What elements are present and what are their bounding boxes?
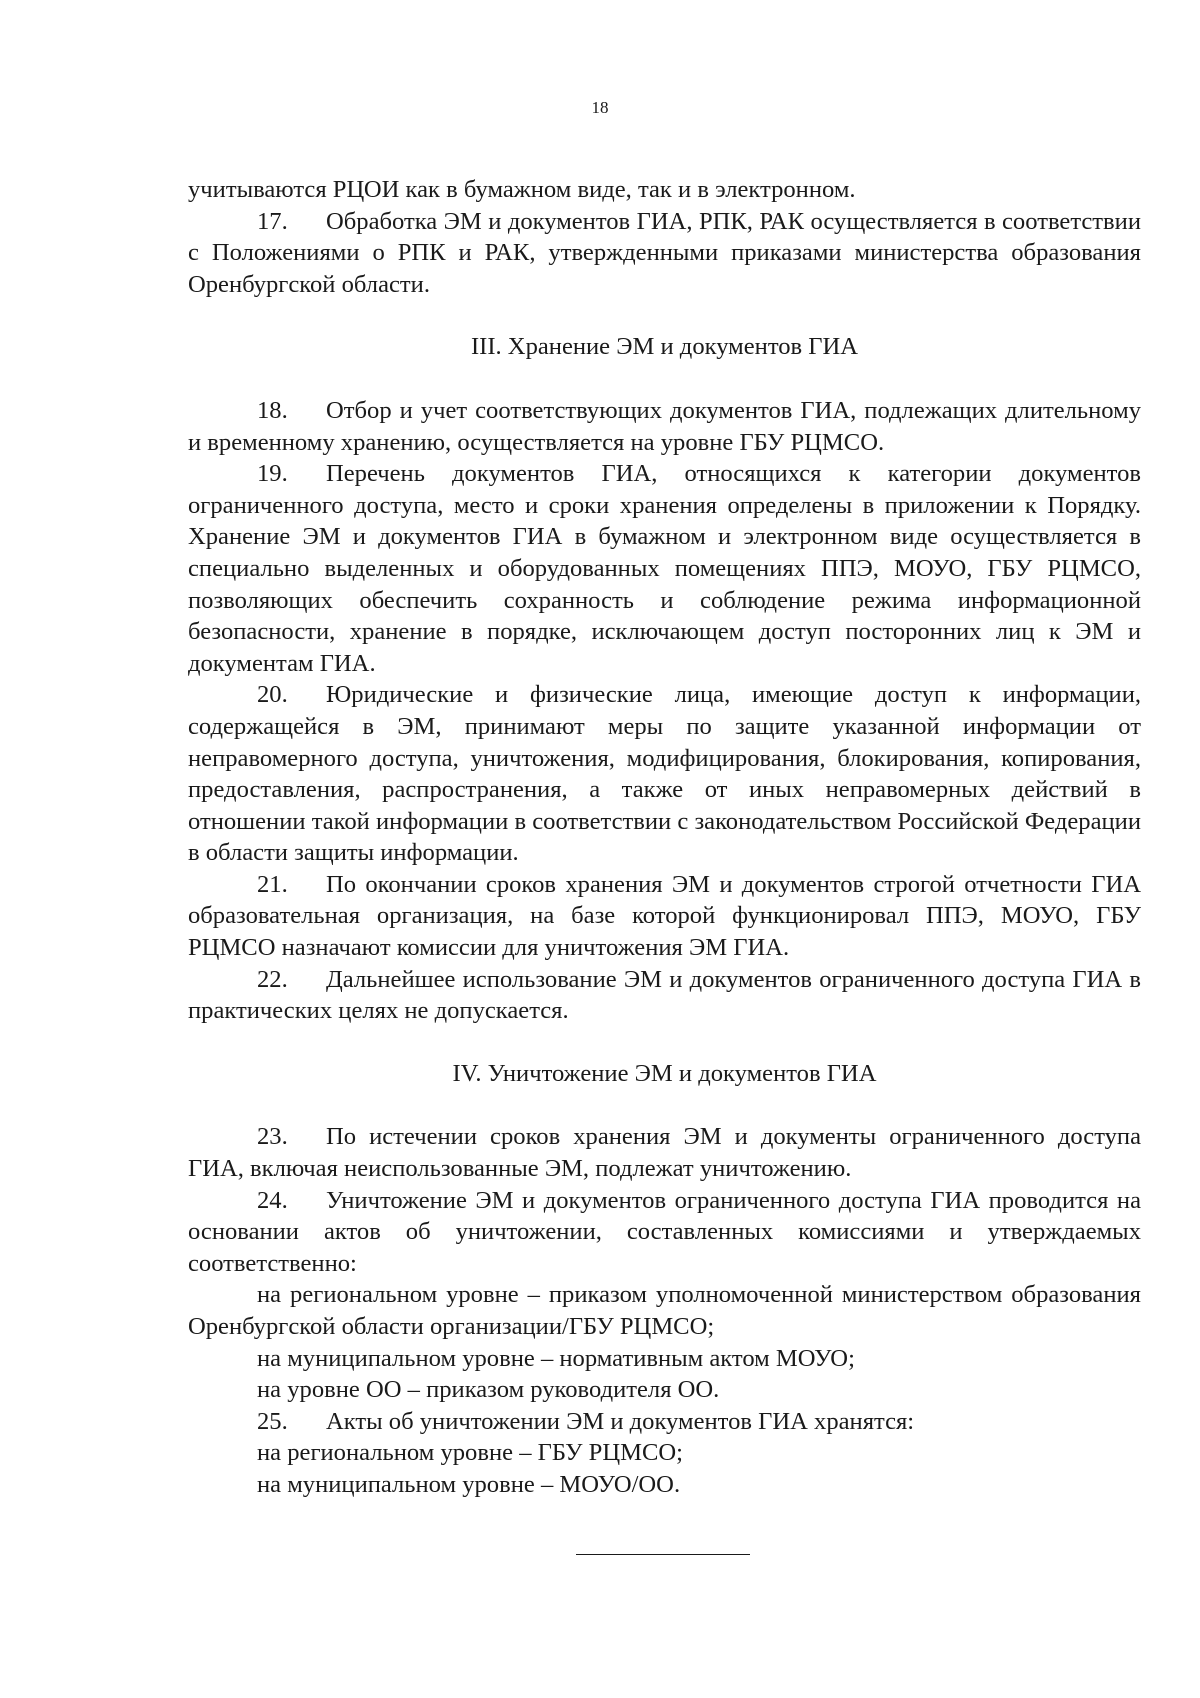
section-heading-iii: III. Хранение ЭМ и документов ГИА (470, 333, 859, 361)
paragraph-text: Перечень документов ГИА, относящихся к категории документов ограниченного доступа, место и сроки хранения определены в приложении к Порядку. Хранение ЭМ и документов ГИА в бумажном и электронном виде осуществляется в специально выделенных и оборудованных помещениях ППЭ, МОУО, ГБУ РЦМСО, позволяющих обеспечить сохранность и соблюдение режима информационной безопасности, хранение в порядке, исключающем доступ посторонних лиц к ЭМ и документам ГИА. (188, 460, 1141, 677)
paragraph-21 (188, 869, 1141, 964)
paragraph-18 (188, 395, 1141, 458)
paragraph-24-regional: на региональном уровне – приказом уполномоченной министерством образования Оренбургской области организации/ГБУ РЦМСО; (188, 1281, 1141, 1340)
paragraph-text: Уничтожение ЭМ и документов ограниченного доступа ГИА проводится на основании актов об уничтожении, составленных комиссиями и утверждаемых соответственно: (188, 1186, 1141, 1277)
paragraph-24-municipal: на муниципальном уровне – нормативным актом МОУО; (257, 1344, 855, 1372)
paragraph-number: 18. (257, 396, 288, 424)
paragraph-number: 23. (257, 1123, 288, 1151)
paragraph-text: По окончании сроков хранения ЭМ и документов строгой отчетности ГИА образовательная организация, на базе которой функционировал ППЭ, МОУО, ГБУ РЦМСО назначают комиссии для уничтожения ЭМ ГИА. (188, 870, 1141, 962)
paragraph-number: 22. (257, 965, 288, 993)
paragraph-text: По истечении сроков хранения ЭМ и документы ограниченного доступа ГИА, включая неиспользованные ЭМ, подлежат уничтожению. (188, 1123, 1141, 1183)
paragraph-20 (188, 679, 1141, 869)
paragraph-continuation: учитываются РЦОИ как в бумажном виде, так и в электронном. (188, 176, 856, 203)
paragraph-24-school: на уровне ОО – приказом руководителя ОО. (257, 1376, 720, 1404)
paragraph-25-municipal: на муниципальном уровне – МОУО/ОО. (257, 1470, 681, 1498)
paragraph-text: Юридические и физические лица, имеющие доступ к информации, содержащейся в ЭМ, принимают меры по защите указанной информации от неправомерного доступа, уничтожения, модифицирования, блокирования, копирования, предоставления, распространения, а также от иных неправомерных действий в отношении такой информации в соответствии с законодательством Российской Федерации в области защиты информации. (188, 681, 1141, 867)
end-of-document-rule (576, 1554, 750, 1555)
paragraph-number: 25. (257, 1407, 288, 1435)
paragraph-text: Дальнейшее использование ЭМ и документов ограниченного доступа ГИА в практических целях не допускается. (188, 965, 1141, 1025)
page-number: 18 (591, 98, 609, 117)
paragraph-25-regional: на региональном уровне – ГБУ РЦМСО; (257, 1439, 683, 1467)
paragraph-23 (188, 1121, 1141, 1184)
paragraph-text: Акты об уничтожении ЭМ и документов ГИА хранятся: (326, 1407, 915, 1435)
paragraph-number: 24. (257, 1186, 288, 1214)
paragraph-number: 19. (257, 460, 288, 488)
section-heading-iv: IV. Уничтожение ЭМ и документов ГИА (452, 1059, 877, 1087)
paragraph-number: 17. (257, 207, 288, 235)
paragraph-text: Обработка ЭМ и документов ГИА, РПК, РАК осуществляется в соответствии с Положениями о РПК и РАК, утвержденными приказами министерства образования Оренбургской области. (188, 207, 1141, 298)
paragraph-19 (188, 458, 1141, 679)
document-body (188, 174, 1141, 1501)
paragraph-text: Отбор и учет соответствующих документов ГИА, подлежащих длительному и временному хранению, осуществляется на уровне ГБУ РЦМСО. (188, 396, 1141, 456)
paragraph-24 (188, 1185, 1141, 1280)
paragraph-number: 20. (257, 681, 288, 709)
paragraph-number: 21. (257, 870, 288, 898)
paragraph-22 (188, 964, 1141, 1027)
paragraph-17 (188, 206, 1141, 301)
paragraph-25 (188, 1406, 1141, 1438)
